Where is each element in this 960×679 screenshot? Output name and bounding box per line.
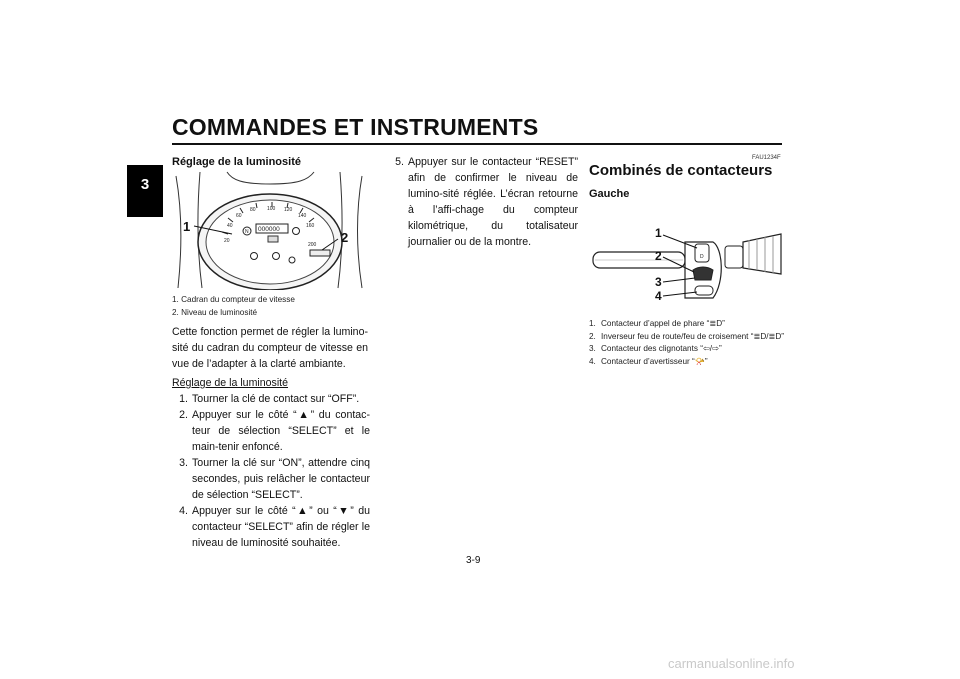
figure-label-1: 1 <box>183 219 191 234</box>
caption-item: 2. Inverseur feu de route/feu de croisement “≣D/≣D” <box>589 331 785 341</box>
figure-label-3: 3 <box>655 275 662 289</box>
left-captions <box>172 294 368 319</box>
caption-item: 1. Contacteur d’appel de phare “≣D” <box>589 319 725 328</box>
svg-text:000000: 000000 <box>258 226 280 233</box>
svg-text:60: 60 <box>236 213 242 219</box>
page-title: COMMANDES ET INSTRUMENTS <box>172 114 539 140</box>
svg-text:N: N <box>245 229 249 235</box>
speedometer-figure <box>172 170 368 290</box>
intro-paragraph: Cette fonction permet de régler la lumino-sité du cadran du compteur de vitesse en vue de l’adapter à la clarté ambiante. <box>172 326 368 370</box>
middle-steps <box>382 154 578 250</box>
handlebar-switch-illustration <box>589 222 785 308</box>
svg-text:20: 20 <box>224 238 230 244</box>
svg-text:D: D <box>700 254 704 260</box>
caption-item: 3. Contacteur des clignotants “⇦/⇨” <box>589 344 722 353</box>
left-heading: Réglage de la luminosité <box>172 156 301 168</box>
step-item: 2. Appuyer sur le côté “▲” du contac-teur de sélection “SELECT” et le main-tenir enfoncé. <box>179 409 370 453</box>
caption-item: 2. Niveau de luminosité <box>172 307 258 317</box>
chapter-tab: 3 <box>127 165 163 217</box>
step-item: 1. Tourner la clé de contact sur “OFF”. <box>179 393 360 405</box>
figure-label-2: 2 <box>655 249 662 263</box>
procedure-subheading: Réglage de la luminosité <box>172 377 289 389</box>
step-item: 5. Appuyer sur le contacteur “RESET” afin de confirmer le niveau de lumino-sité réglée. L’écran retourne à l’affi-chage du compteur kilométrique, du totalisateur journalier ou de la montre. <box>395 156 578 248</box>
handlebar-switch-figure <box>589 222 785 308</box>
watermark: carmanualsonline.info <box>668 656 795 671</box>
svg-text:120: 120 <box>284 207 293 213</box>
section-title: Combinés de contacteurs <box>589 162 773 179</box>
speedometer-illustration <box>172 170 368 290</box>
right-subheading: Gauche <box>589 188 630 200</box>
procedure-steps <box>172 391 370 551</box>
figure-label-4: 4 <box>655 289 662 303</box>
svg-text:100: 100 <box>267 206 276 212</box>
caption-item: 1. Cadran du compteur de vitesse <box>172 295 295 304</box>
right-captions <box>589 318 785 368</box>
step-item: 4. Appuyer sur le côté “▲” ou “▼” du contacteur “SELECT” afin de régler le niveau de luminosité souhaitée. <box>179 505 370 549</box>
page-number: 3-9 <box>466 555 481 566</box>
svg-text:160: 160 <box>306 223 315 229</box>
svg-text:140: 140 <box>298 213 307 219</box>
svg-text:40: 40 <box>227 223 233 229</box>
figure-label-1: 1 <box>655 226 662 240</box>
caption-item: 4. Contacteur d’avertisseur “📯” <box>589 356 708 366</box>
header-rule <box>172 143 782 145</box>
step-item: 3. Tourner la clé sur “ON”, attendre cinq secondes, puis relâcher le contacteur de sélection “SELECT”. <box>179 457 370 501</box>
svg-text:80: 80 <box>250 207 256 213</box>
figure-label-2: 2 <box>341 230 349 245</box>
svg-text:200: 200 <box>308 242 317 248</box>
section-code: FAU1234F <box>752 155 781 161</box>
